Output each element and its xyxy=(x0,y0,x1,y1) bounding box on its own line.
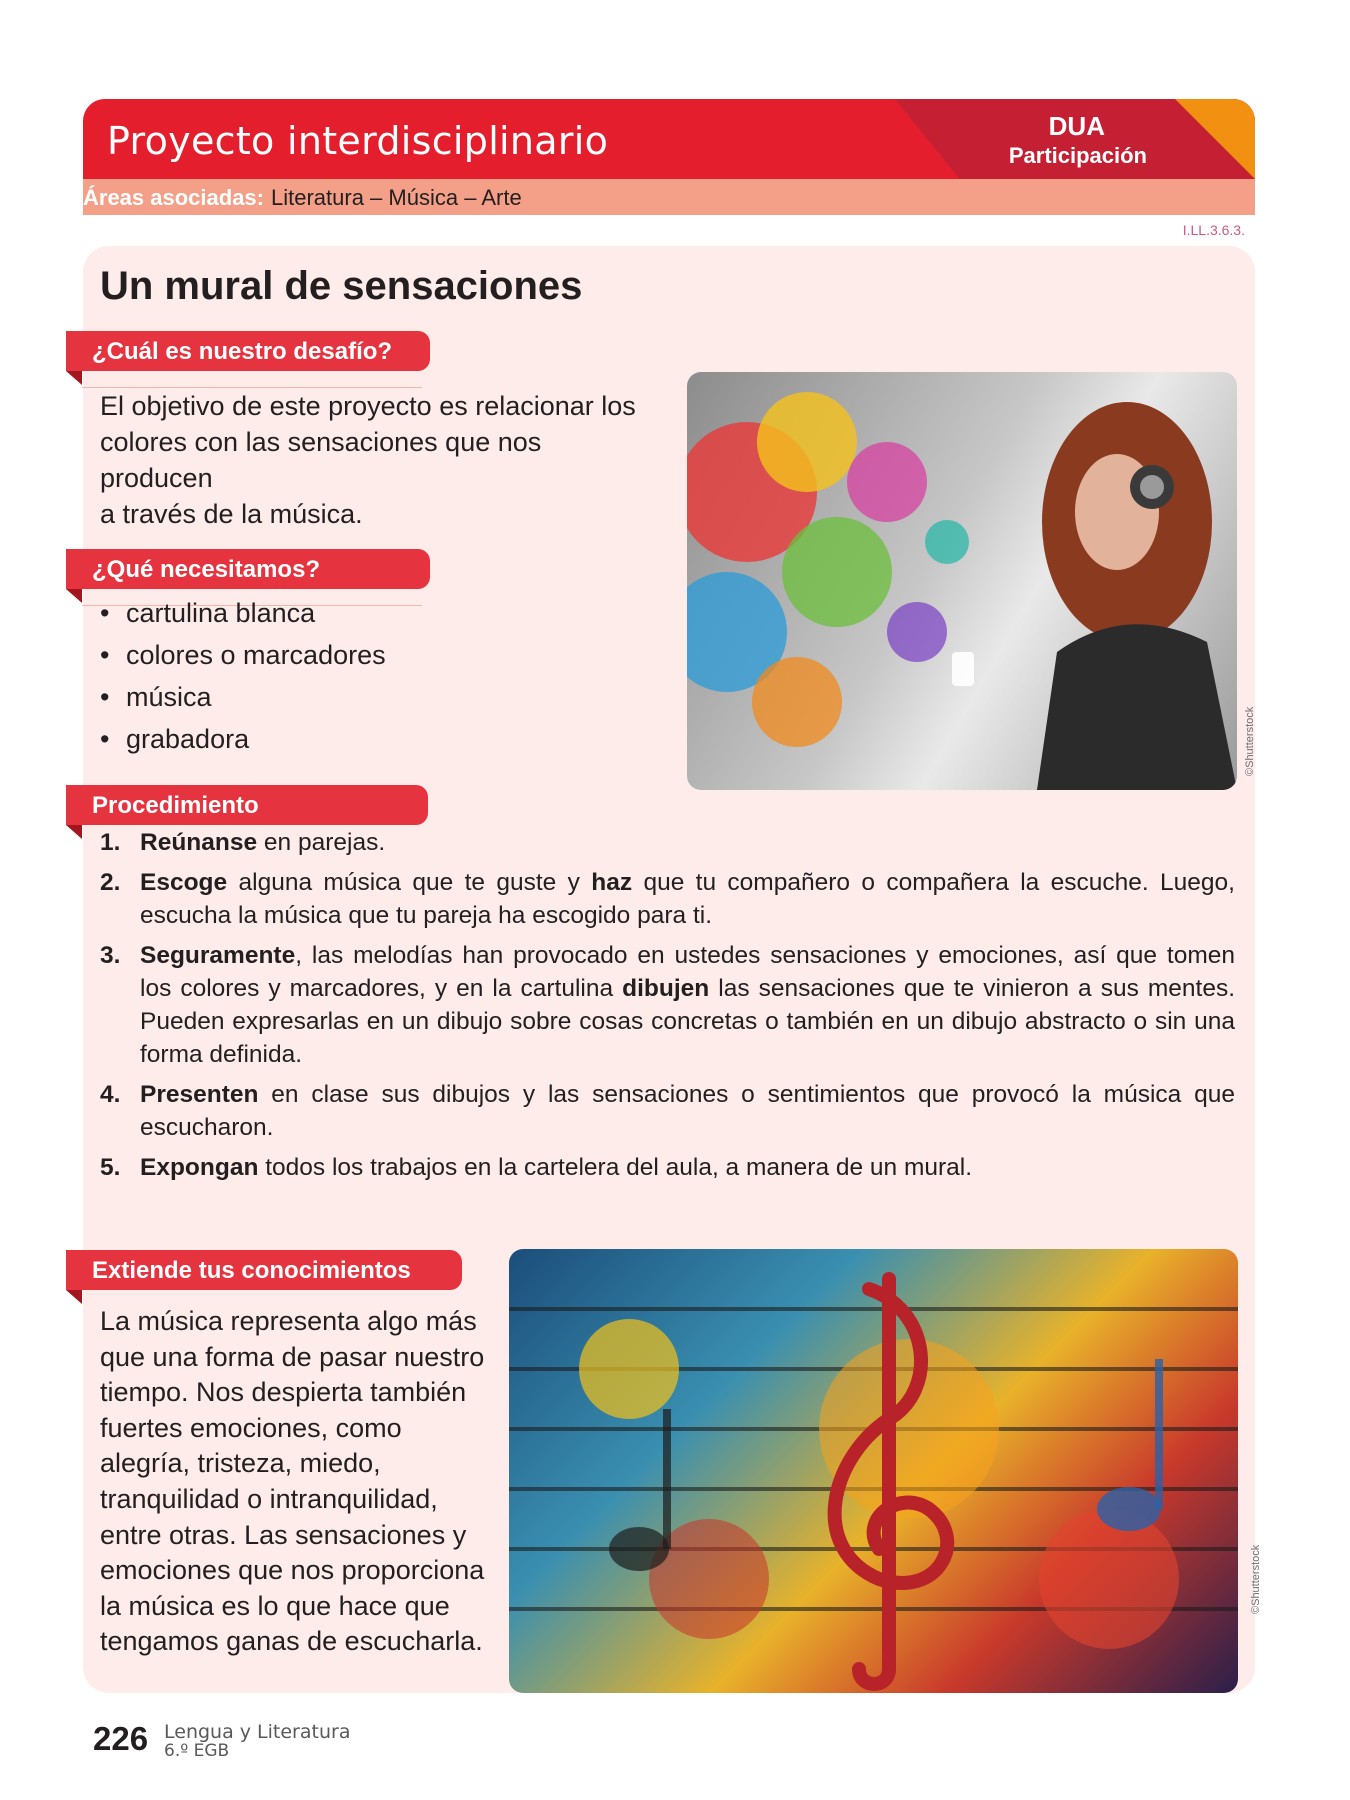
project-title: Proyecto interdisciplinario xyxy=(107,119,609,163)
page-number: 226 xyxy=(93,1720,149,1757)
section-tab-procedure xyxy=(66,785,428,825)
challenge-line: colores con las sensaciones que nos producen xyxy=(100,427,542,493)
image-credit: ©Shutterstock xyxy=(1250,1544,1262,1614)
extend-line: la música es lo que hace que xyxy=(100,1590,450,1621)
areas-value: Literatura – Música – Arte xyxy=(271,185,522,210)
section-tab-materials xyxy=(66,549,430,589)
procedure-step: 5. Expongan todos los trabajos en la cartelera del aula, a manera de un mural. xyxy=(100,1154,973,1181)
extend-line: entre otras. Las sensaciones y xyxy=(100,1519,467,1550)
materials-list xyxy=(98,592,386,760)
challenge-heading: ¿Cuál es nuestro desafío? xyxy=(92,338,393,365)
dua-title: DUA xyxy=(1048,111,1105,141)
procedure-heading: Procedimiento xyxy=(92,792,259,819)
procedure-step: 3. Seguramente, las melodías han provocado en ustedes sensaciones y emociones, así que tomen los colores y marcadores, y en la cartulina dibujen las sensaciones que te vinieron a sus mentes. Pueden expresarlas en un dibujo sobre cosas concretas o también en un dibujo abstracto o sin una forma definida. xyxy=(100,942,1235,1068)
procedure-steps xyxy=(100,826,1235,1191)
areas-label: Áreas asociadas: xyxy=(83,185,264,210)
header-banner xyxy=(83,99,1255,179)
challenge-line: a través de la música. xyxy=(100,499,363,529)
extend-line: tranquilidad o intranquilidad, xyxy=(100,1483,438,1514)
dua-subtitle: Participación xyxy=(1008,143,1147,168)
list-item: • música xyxy=(98,676,386,718)
challenge-text xyxy=(100,388,660,532)
procedure-step: 4. Presenten en clase sus dibujos y las sensaciones o sentimientos que provocó la música que escucharon. xyxy=(100,1081,1235,1141)
footer-subject: Lengua y Literatura xyxy=(164,1721,351,1743)
materials-heading: ¿Qué necesitamos? xyxy=(92,556,321,583)
extend-line: fuertes emociones, como xyxy=(100,1412,402,1443)
challenge-line: El objetivo de este proyecto es relacionar los xyxy=(100,391,636,421)
list-item: • grabadora xyxy=(98,718,386,760)
tab-fold-materials xyxy=(66,589,82,603)
music-notes-illustration xyxy=(509,1249,1238,1693)
extend-line: tengamos ganas de escucharla. xyxy=(100,1626,483,1657)
list-item: • colores o marcadores xyxy=(98,634,386,676)
extend-line: La música representa algo más xyxy=(100,1306,477,1336)
procedure-step: 2. Escoge alguna música que te guste y haz que tu compañero o compañera la escuche. Luego, escucha la música que tu pareja ha escogido para ti. xyxy=(100,869,1235,929)
extend-line: que una forma de pasar nuestro xyxy=(100,1341,485,1372)
extend-line: alegría, tristeza, miedo, xyxy=(100,1448,381,1479)
woman-headphones-illustration xyxy=(687,372,1237,790)
extend-line: tiempo. Nos despierta también xyxy=(100,1377,467,1408)
footer-grade: 6.º EGB xyxy=(164,1741,230,1761)
woman-headphones-image xyxy=(687,372,1237,790)
section-tab-challenge xyxy=(66,331,430,371)
music-notes-image xyxy=(509,1249,1238,1693)
tab-fold-extend xyxy=(66,1290,82,1304)
list-item: • cartulina blanca xyxy=(98,592,386,634)
extend-text xyxy=(100,1304,500,1660)
procedure-step: 1. Reúnanse en parejas. xyxy=(100,829,386,856)
page-title: Un mural de sensaciones xyxy=(100,264,583,308)
section-tab-extend xyxy=(66,1250,462,1290)
tab-fold-challenge xyxy=(66,371,82,385)
curriculum-code: I.LL.3.6.3. xyxy=(1182,222,1245,238)
image-credit: ©Shutterstock xyxy=(1244,706,1256,776)
tab-fold-procedure xyxy=(66,825,82,839)
extend-line: emociones que nos proporciona xyxy=(100,1555,485,1586)
areas-bar xyxy=(83,179,1255,215)
extend-heading: Extiende tus conocimientos xyxy=(92,1257,411,1284)
